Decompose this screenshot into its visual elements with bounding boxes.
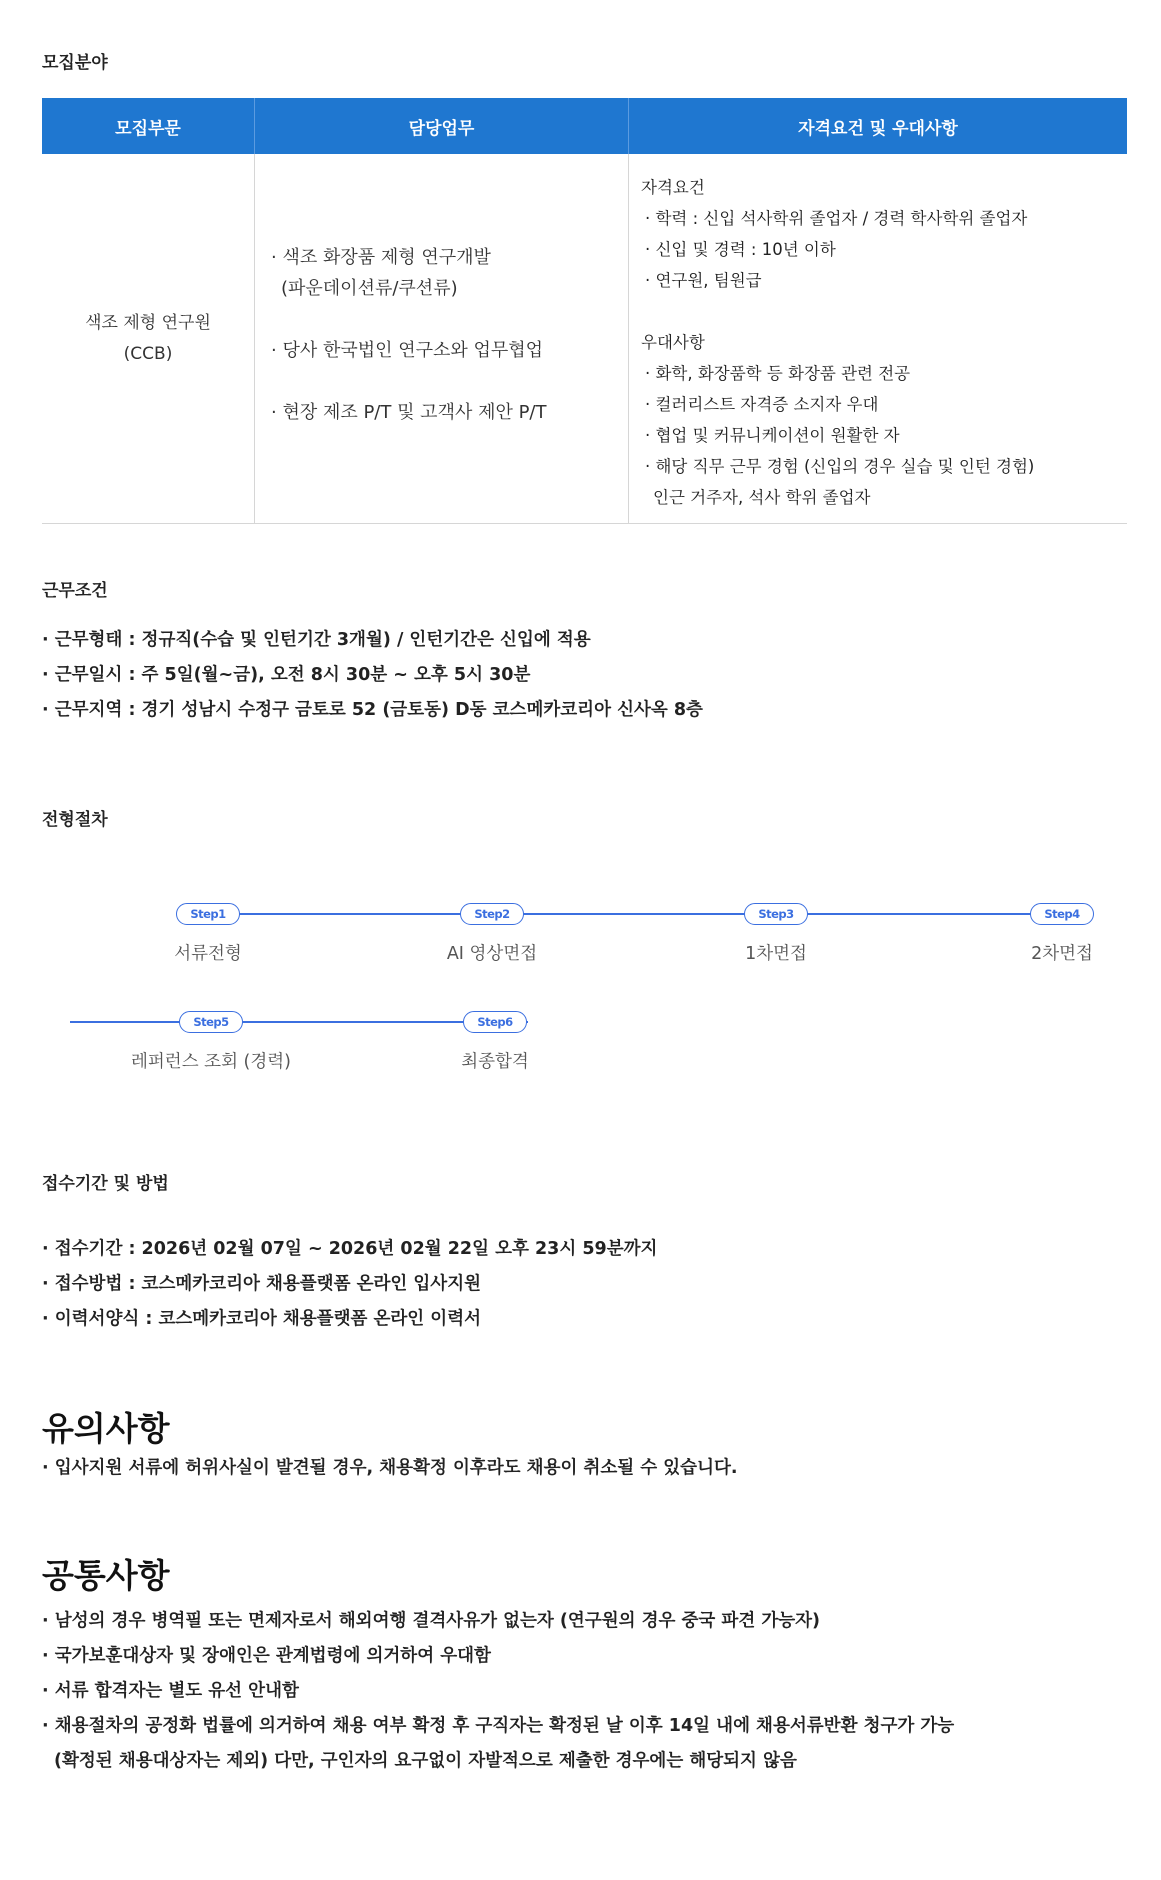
conditions-section-title: 근무조건 <box>42 581 108 601</box>
preference-item: · 해당 직무 근무 경험 (신입의 경우 실습 및 인턴 경험) <box>645 457 1035 476</box>
condition-item: · 근무지역 : 경기 성남시 수정구 금토로 52 (금토동) D동 코스메카코리아 신사옥 8층 <box>42 700 703 720</box>
preference-item: 인근 거주자, 석사 학위 졸업자 <box>653 488 871 507</box>
step-badge: Step6 <box>463 1011 527 1033</box>
step-label: 레퍼런스 조회 (경력) <box>130 1052 292 1072</box>
common-title: 공통사항 <box>42 1556 170 1595</box>
position-name: 색조 제형 연구원 <box>85 312 211 333</box>
step-label: 2차면접 <box>1031 944 1093 964</box>
preference-item: · 컬러리스트 자격증 소지자 우대 <box>645 395 879 414</box>
apply-item: · 이력서양식 : 코스메카코리아 채용플랫폼 온라인 이력서 <box>42 1309 482 1329</box>
duties-cell <box>255 154 629 523</box>
preferences-title: 우대사항 <box>641 333 705 352</box>
step-label: 최종합격 <box>461 1052 529 1072</box>
common-item: · 채용절차의 공정화 법률에 의거하여 채용 여부 확정 후 구직자는 확정된 날 이후 14일 내에 채용서류반환 청구가 가능 <box>42 1716 955 1736</box>
process-section-title: 전형절차 <box>42 810 108 830</box>
notice-list <box>42 1451 738 1486</box>
qualification-item: · 신입 및 경력 : 10년 이하 <box>645 240 836 259</box>
duty-item: · 현장 제조 P/T 및 고객사 제안 P/T <box>271 402 547 423</box>
common-item: · 국가보훈대상자 및 장애인은 관계법령에 의거하여 우대함 <box>42 1646 491 1666</box>
qualification-item: · 연구원, 팀원급 <box>645 271 762 290</box>
apply-item: · 접수기간 : 2026년 02월 07일 ~ 2026년 02월 22일 오후 23시 59분까지 <box>42 1239 658 1259</box>
preference-item: · 화학, 화장품학 등 화장품 관련 전공 <box>645 364 911 383</box>
recruit-table <box>42 98 1127 524</box>
step-label: AI 영상면접 <box>446 944 538 964</box>
process-line-row2 <box>70 1021 528 1023</box>
step-label: 서류전형 <box>174 944 242 964</box>
recruit-table-row <box>42 154 1127 524</box>
common-list <box>42 1604 954 1779</box>
notice-title: 유의사항 <box>42 1409 170 1448</box>
duty-item: · 색조 화장품 제형 연구개발 <box>271 247 491 268</box>
preference-item: · 협업 및 커뮤니케이션이 원활한 자 <box>645 426 900 445</box>
step-badge: Step5 <box>179 1011 243 1033</box>
notice-item: · 입사지원 서류에 허위사실이 발견될 경우, 채용확정 이후라도 채용이 취소될 수 있습니다. <box>42 1458 738 1478</box>
common-item: · 남성의 경우 병역필 또는 면제자로서 해외여행 결격사유가 없는자 (연구원의 경우 중국 파견 가능자) <box>42 1611 821 1631</box>
condition-item: · 근무일시 : 주 5일(월~금), 오전 8시 30분 ~ 오후 5시 30분 <box>42 665 531 685</box>
step-badge: Step4 <box>1030 903 1094 925</box>
header-duties: 담당업무 <box>255 98 629 154</box>
step-badge: Step1 <box>176 903 240 925</box>
qualifications-title: 자격요건 <box>641 178 705 197</box>
recruit-table-header <box>42 98 1127 154</box>
conditions-list <box>42 623 703 728</box>
qualifications-cell <box>629 154 1127 523</box>
apply-list <box>42 1232 657 1337</box>
recruit-section-title: 모집분야 <box>42 53 108 73</box>
step-badge: Step3 <box>744 903 808 925</box>
common-item: (확정된 채용대상자는 제외) 다만, 구인자의 요구없이 자발적으로 제출한 경우에는 해당되지 않음 <box>54 1751 797 1771</box>
process-line-row1 <box>208 913 1092 915</box>
position-code: (CCB) <box>123 343 173 364</box>
common-item: · 서류 합격자는 별도 유선 안내함 <box>42 1681 299 1701</box>
duty-item: · 당사 한국법인 연구소와 업무협업 <box>271 340 544 361</box>
header-position: 모집부문 <box>42 98 255 154</box>
qualification-item: · 학력 : 신입 석사학위 졸업자 / 경력 학사학위 졸업자 <box>645 209 1028 228</box>
position-cell <box>42 154 255 523</box>
step-badge: Step2 <box>460 903 524 925</box>
condition-item: · 근무형태 : 정규직(수습 및 인턴기간 3개월) / 인턴기간은 신입에 적용 <box>42 630 591 650</box>
apply-item: · 접수방법 : 코스메카코리아 채용플랫폼 온라인 입사지원 <box>42 1274 482 1294</box>
header-qualifications: 자격요건 및 우대사항 <box>798 118 958 139</box>
apply-section-title: 접수기간 및 방법 <box>42 1174 169 1194</box>
step-label: 1차면접 <box>745 944 807 964</box>
process-flow <box>0 890 1161 1080</box>
duty-item: (파운데이션류/쿠션류) <box>281 278 458 299</box>
